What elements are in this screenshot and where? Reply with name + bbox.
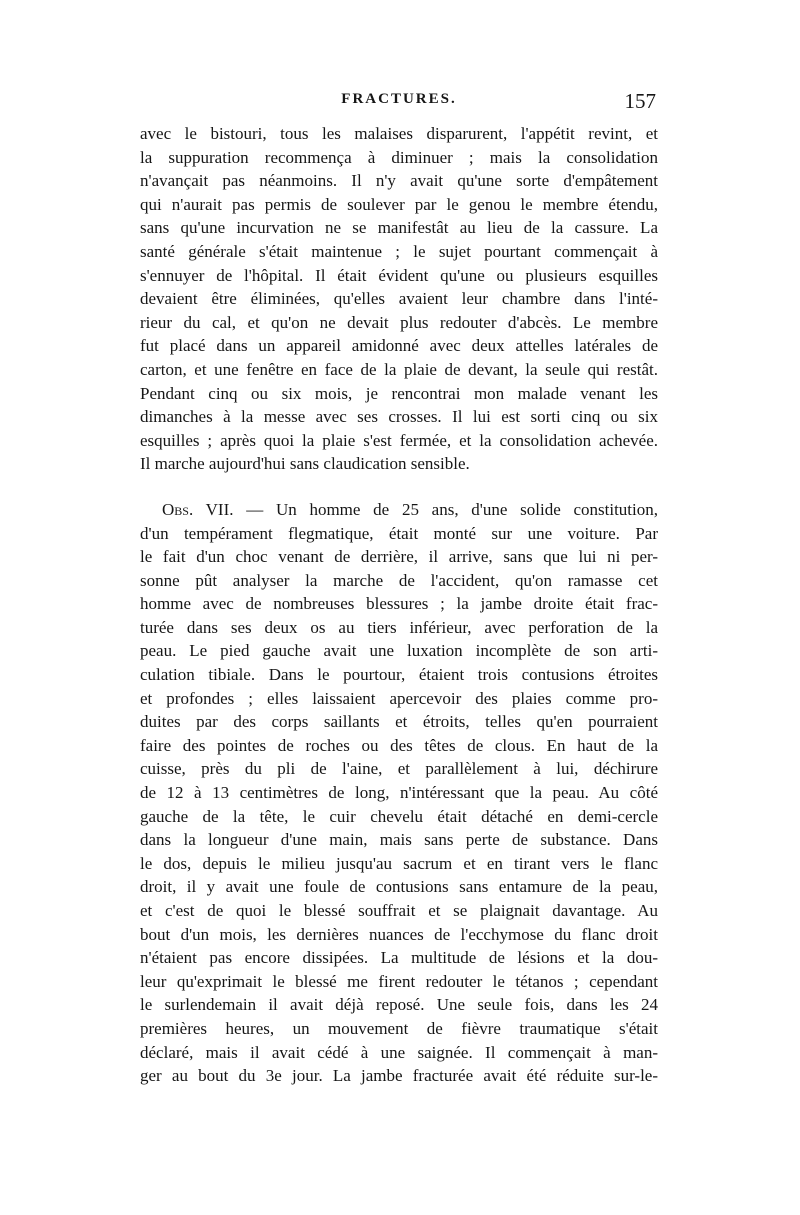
text-line: de 12 à 13 centimètres de long, n'intéressant que la peau. Au côté	[140, 783, 658, 803]
text-line: leur qu'exprimait le blessé me firent redouter le tétanos ; cependant	[140, 971, 658, 991]
text-line: dans la longueur d'une main, mais sans perte de substance. Dans	[140, 830, 658, 850]
text-line: ger au bout du 3e jour. La jambe fracturée avait été réduite sur-le-	[140, 1066, 658, 1086]
text-line: turée dans ses deux os au tiers inférieur, avec perforation de la	[140, 617, 658, 637]
paragraph-gap	[140, 476, 658, 498]
text-line: n'avançait pas néanmoins. Il n'y avait qu'une sorte d'empâtement	[140, 171, 658, 191]
page-header	[140, 91, 658, 119]
text-line: Pendant cinq ou six mois, je rencontrai mon malade venant les	[140, 383, 658, 403]
paragraph-1	[140, 122, 658, 476]
observation-first-line	[140, 498, 658, 522]
text-line: sans qu'une incurvation ne se manifestât au lieu de la cassure. La	[140, 218, 658, 238]
text-line: gauche de la tête, le cuir chevelu était détaché en demi-cercle	[140, 806, 658, 826]
text-line: Il marche aujourd'hui sans claudication sensible.	[140, 454, 470, 474]
text-line: esquilles ; après quoi la plaie s'est fermée, et la consolidation achevée.	[140, 430, 658, 450]
text-line: et c'est de quoi le blessé souffrait et se plaignait davantage. Au	[140, 901, 658, 920]
body-text	[140, 122, 658, 1088]
page-number: 157	[624, 89, 656, 113]
text-line: qui n'aurait pas permis de soulever par le genou le membre étendu,	[140, 194, 658, 214]
text-line: devaient être éliminées, qu'elles avaient leur chambre dans l'inté-	[140, 289, 658, 309]
text-line: droit, il y avait une foule de contusions sans entamure de la peau,	[140, 877, 658, 897]
text-line: déclaré, mais il avait cédé à une saignée. Il commençait à man-	[140, 1042, 658, 1062]
text-line: s'ennuyer de l'hôpital. Il était évident qu'une ou plusieurs esquilles	[140, 265, 658, 285]
text-line: d'un tempérament flegmatique, était monté sur une voiture. Par	[140, 523, 658, 543]
running-title: FRACTURES.	[341, 91, 457, 107]
text-line: n'étaient pas encore dissipées. La multitude de lésions et la dou-	[140, 948, 658, 968]
text-line: dimanches à la messe avec ses crosses. Il lui est sorti cinq ou six	[140, 407, 658, 427]
text-line: le surlendemain il avait déjà reposé. Une seule fois, dans les 24	[140, 995, 658, 1015]
observation-first-line-text: — Un homme de 25 ans, d'une solide constitution,	[233, 499, 658, 519]
text-line: premières heures, un mouvement de fièvre traumatique s'était	[140, 1018, 658, 1038]
text-line: santé générale s'était maintenue ; le sujet pourtant commençait à	[140, 241, 658, 261]
text-line: avec le bistouri, tous les malaises disparurent, l'appétit revint, et	[140, 124, 658, 143]
text-line: rieur du cal, et qu'on ne devait plus redouter d'abcès. Le membre	[140, 312, 658, 332]
text-line: carton, et une fenêtre en face de la plaie de devant, la seule qui restât.	[140, 359, 658, 379]
text-line: le dos, depuis le milieu jusqu'au sacrum et en tirant vers le flanc	[140, 853, 658, 873]
paragraph-2	[140, 498, 658, 1088]
text-line: fut placé dans un appareil amidonné avec deux attelles latérales de	[140, 336, 658, 356]
text-line: le fait d'un choc venant de derrière, il arrive, sans que lui ni per-	[140, 547, 658, 567]
text-line: la suppuration recommença à diminuer ; mais la consolidation	[140, 147, 658, 167]
text-line: bout d'un mois, les dernières nuances de l'ecchymose du flanc droit	[140, 924, 658, 944]
text-line: duites par des corps saillants et étroits, telles qu'en pourraient	[140, 712, 658, 732]
text-line: peau. Le pied gauche avait une luxation incomplète de son arti-	[140, 641, 658, 661]
text-line: culation tibiale. Dans le pourtour, étaient trois contusions étroites	[140, 665, 658, 685]
text-line: et profondes ; elles laissaient apercevoir des plaies comme pro-	[140, 688, 658, 708]
text-line: sonne pût analyser la marche de l'accident, qu'on ramasse cet	[140, 570, 658, 590]
text-line: cuisse, près du pli de l'aine, et parallèlement à lui, déchirure	[140, 759, 658, 779]
text-line: homme avec de nombreuses blessures ; la jambe droite était frac-	[140, 594, 658, 614]
text-line: faire des pointes de roches ou des têtes de clous. En haut de la	[140, 735, 658, 755]
observation-label: Obs. VII.	[162, 499, 234, 519]
